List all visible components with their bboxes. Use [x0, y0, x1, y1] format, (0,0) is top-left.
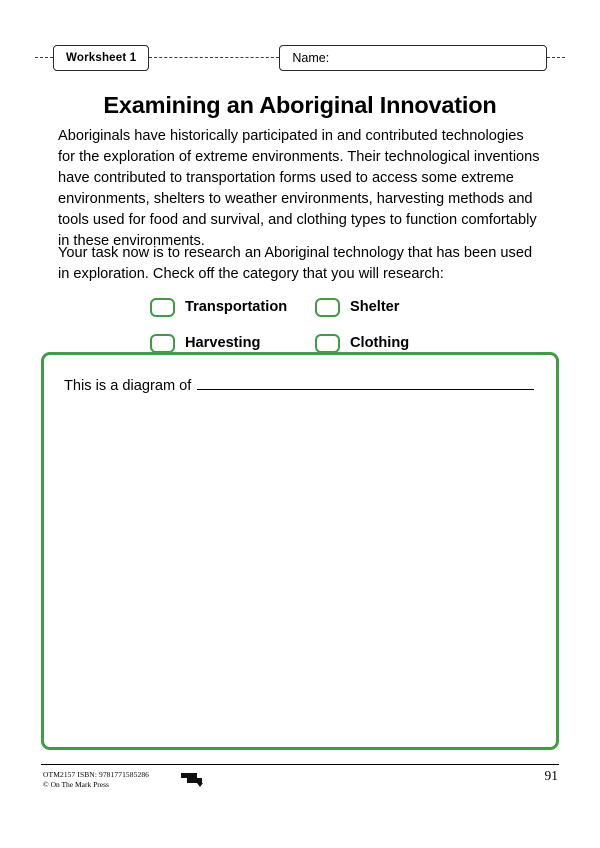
diagram-answer-box[interactable] — [41, 352, 559, 750]
worksheet-number-box — [53, 45, 149, 71]
page-number: 91 — [544, 768, 558, 783]
checkbox-clothing-label: Clothing — [350, 335, 410, 351]
checkbox-shelter-box[interactable] — [315, 298, 340, 317]
worksheet-header — [35, 44, 565, 72]
footer-publisher: © On The Mark Press — [43, 780, 109, 789]
name-field-label: Name: — [292, 51, 330, 65]
diagram-prompt-label: This is a diagram of — [64, 378, 192, 394]
worksheet-number-label: Worksheet 1 — [66, 52, 137, 64]
name-field[interactable] — [279, 45, 547, 71]
checkbox-option-harvesting[interactable] — [150, 334, 315, 353]
checkbox-harvesting-box[interactable] — [150, 334, 175, 353]
on-the-mark-press-logo-icon — [178, 770, 206, 790]
intro-paragraph: Aboriginals have historically participated in and contributed technologies for the exploration of extreme environments. Their technological inventions have contributed to transportation forms used to access some extreme environments, shelters to weather environments, harvesting methods and tools used for food and survival, and clothing types to function comfortably in these environments. — [58, 128, 540, 249]
footer-code: OTM2157 ISBN: 9781771585286 — [43, 770, 150, 779]
footer-credits — [43, 770, 149, 790]
diagram-prompt-row — [64, 375, 534, 394]
checkbox-option-shelter[interactable] — [315, 298, 399, 317]
header-dash-right — [547, 57, 565, 59]
checkbox-shelter-label: Shelter — [350, 299, 400, 315]
page-title: Examining an Aboriginal Innovation — [103, 92, 497, 118]
checkbox-harvesting-label: Harvesting — [185, 335, 261, 351]
checkbox-option-clothing[interactable] — [315, 334, 409, 353]
diagram-answer-input[interactable] — [197, 375, 534, 390]
checkbox-transportation-label: Transportation — [185, 299, 288, 315]
checkbox-option-transportation[interactable] — [150, 298, 315, 317]
checkbox-transportation-box[interactable] — [150, 298, 175, 317]
checklist-row-1 — [150, 292, 550, 322]
footer-divider — [41, 764, 559, 765]
checkbox-clothing-box[interactable] — [315, 334, 340, 353]
header-dash-left — [35, 57, 53, 59]
header-dash-middle — [149, 57, 279, 59]
task-paragraph: Your task now is to research an Aboriginal technology that has been used in exploration. Check off the category that you will research: — [58, 245, 533, 282]
